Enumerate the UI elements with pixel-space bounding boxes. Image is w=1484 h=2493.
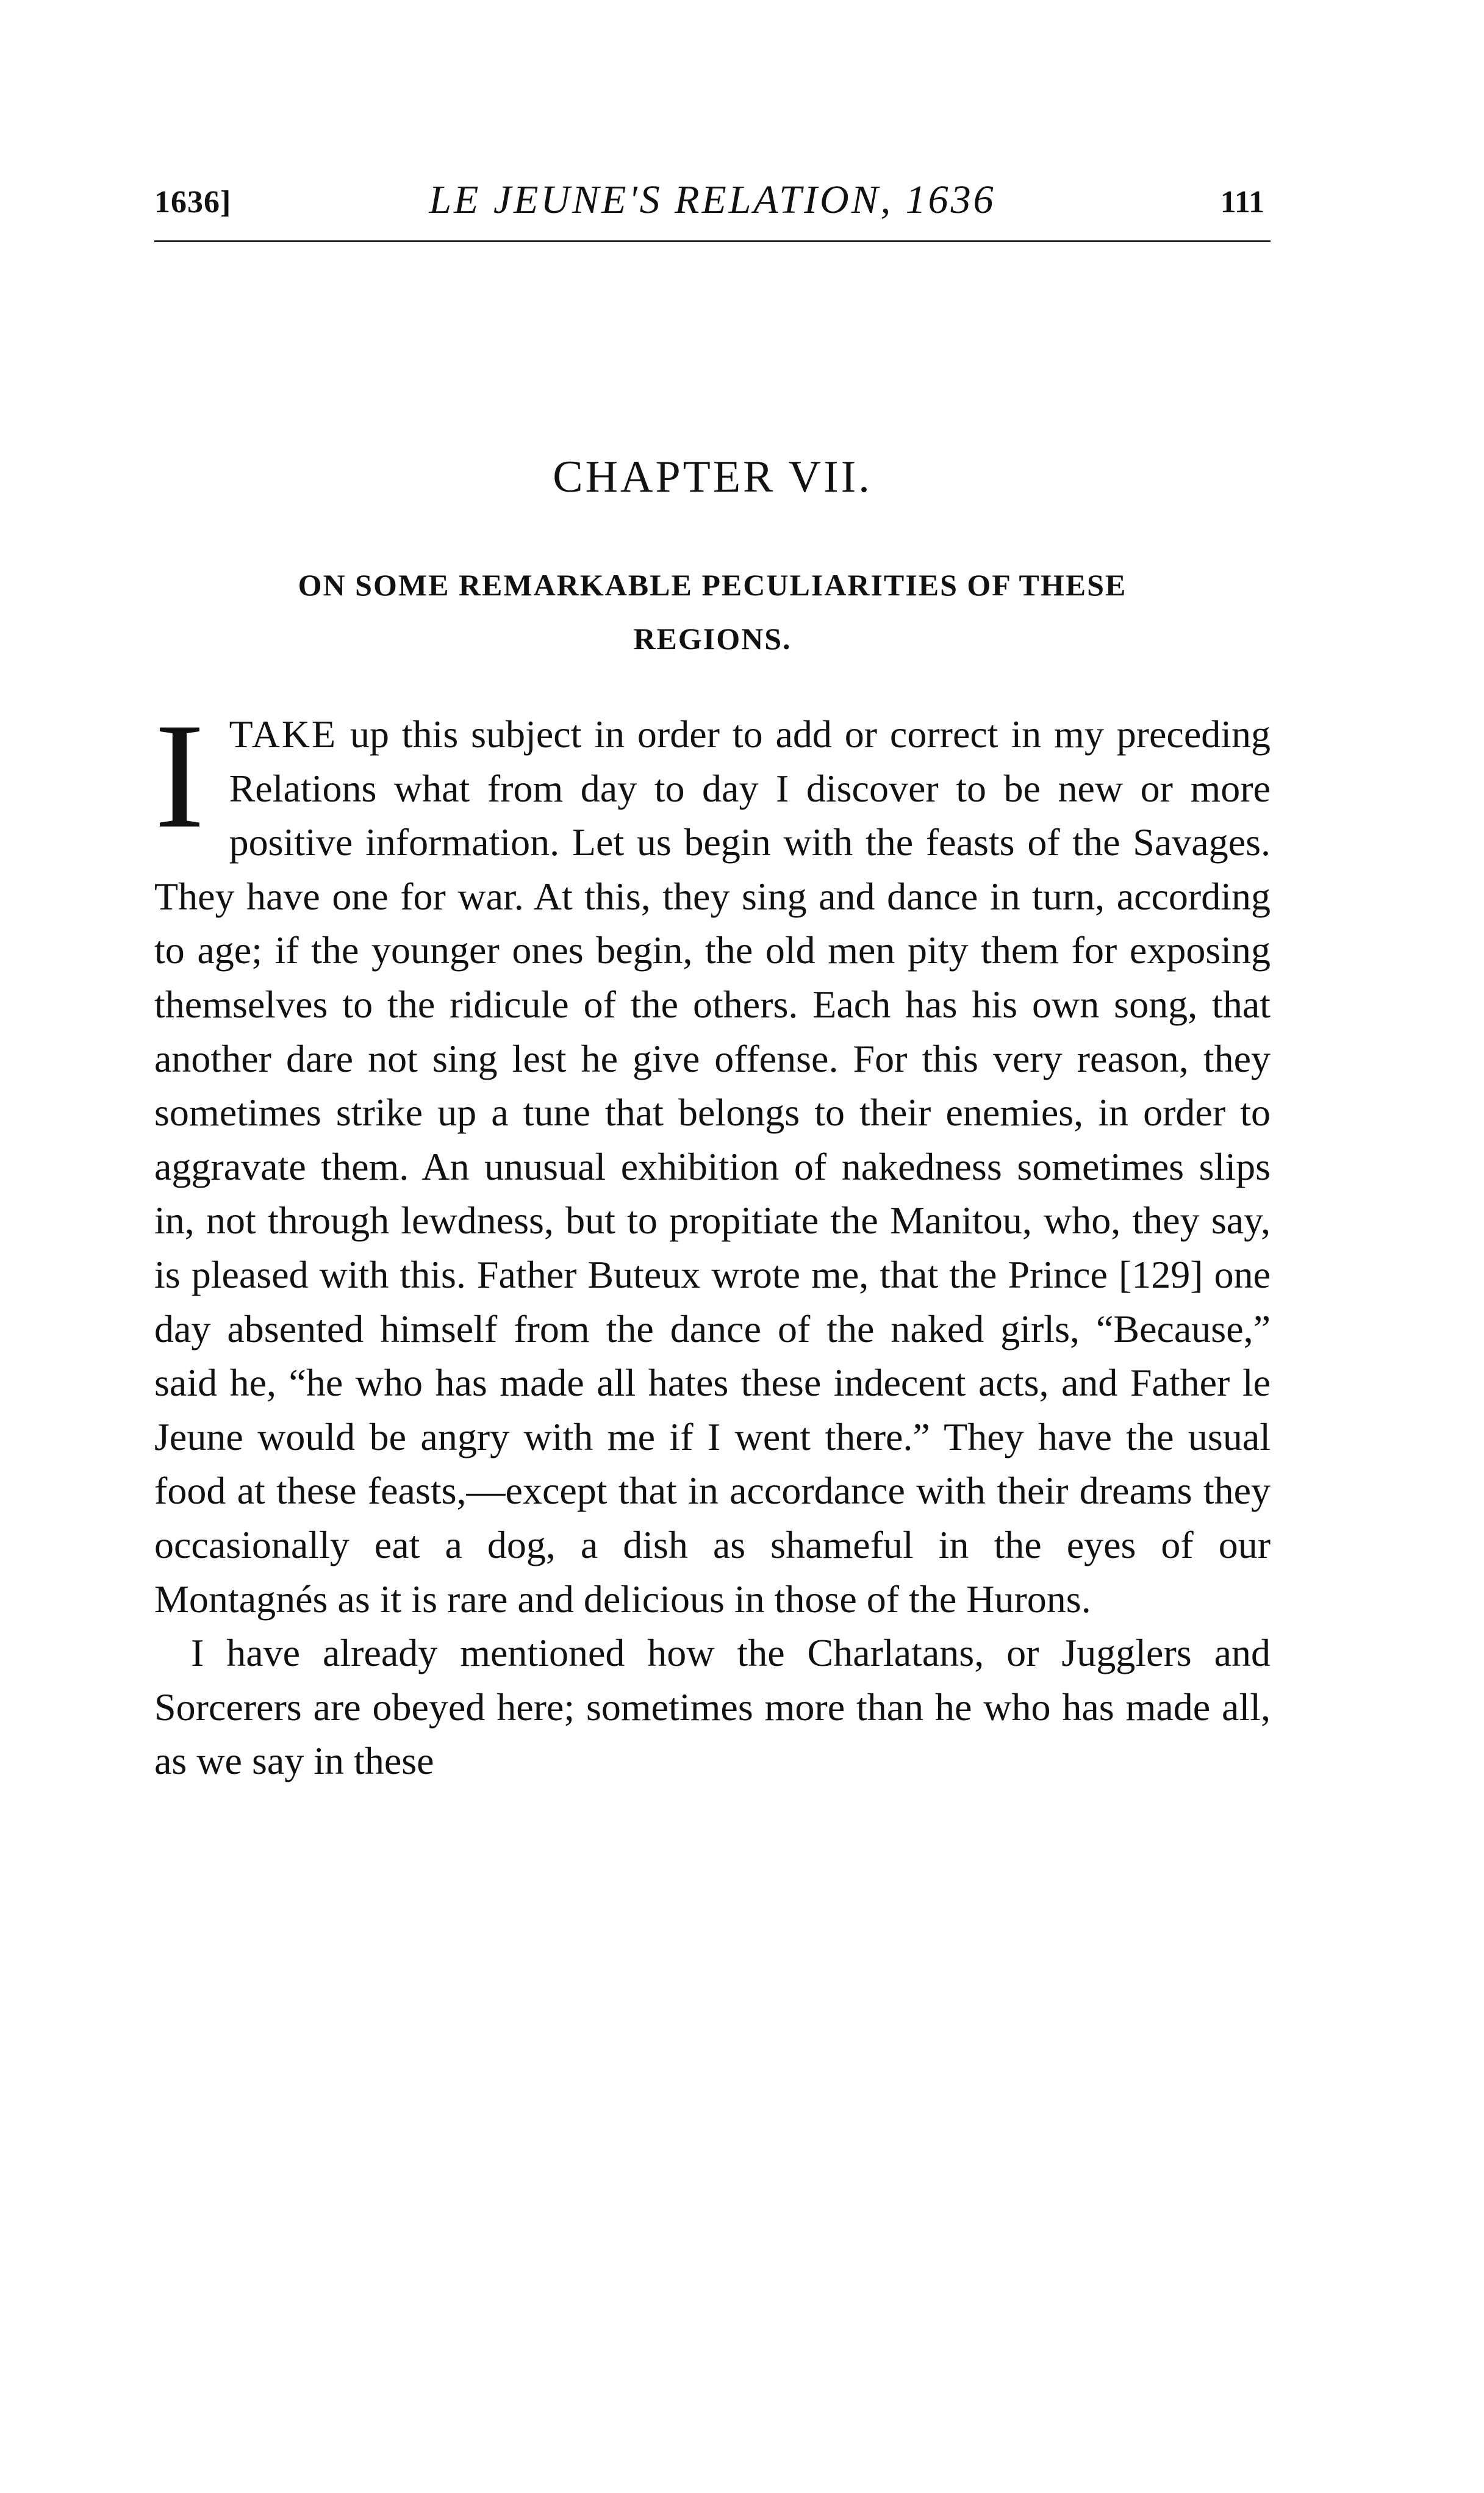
page-number: 111 — [1220, 185, 1264, 220]
running-head-year: 1636] — [154, 185, 232, 220]
chapter-title: CHAPTER VII. — [553, 452, 872, 502]
lead-caps: TAKE — [229, 712, 338, 756]
chapter-subtitle-line2: REGIONS. — [633, 622, 792, 656]
running-head — [154, 177, 1271, 238]
chapter-subtitle-line1: ON SOME REMARKABLE PECULIARITIES OF THESE — [298, 568, 1127, 602]
paragraph-1 — [154, 692, 1271, 1626]
body-text — [154, 692, 1271, 1788]
drop-cap: I — [154, 692, 205, 859]
header-rule — [154, 240, 1271, 242]
paragraph-1-text: up this subject in order to add or correct in my preceding Relations what from day to day I discover to be new or more positive information. Let us begin with the feasts of the Savages. They have one for war. At this, they sing and dance in turn, according to age; if the younger ones begin, the old men pity them for exposing themselves to the ridicule of the others. Each has his own song, that another dare not sing lest he give offense. For this very reason, they sometimes strike up a tune that belongs to their enemies, in order to aggravate them. An unusual exhibition of nakedness sometimes slips in, not through lewdness, but to propitiate the Manitou, who, they say, is pleased with this. Father Buteux wrote me, that the Prince [129] one day absented himself from the dance of the naked girls, “Because,” said he, “he who has made all hates these indecent acts, and Father le Jeune would be angry with me if I went there.” They have the usual food at these feasts,—except that in accordance with their dreams they occasionally eat a dog, a dish as shameful in the eyes of our Montagnés as it is rare and delicious in those of the Hurons. — [154, 712, 1271, 1621]
paragraph-2: I have already mentioned how the Charlatans, or Jugglers and Sorcerers are obeyed here; sometimes more than he who has made all, as we say in these — [154, 1631, 1271, 1783]
chapter-subtitle — [154, 558, 1271, 665]
running-head-title: LE JEUNE'S RELATION, 1636 — [429, 178, 996, 222]
